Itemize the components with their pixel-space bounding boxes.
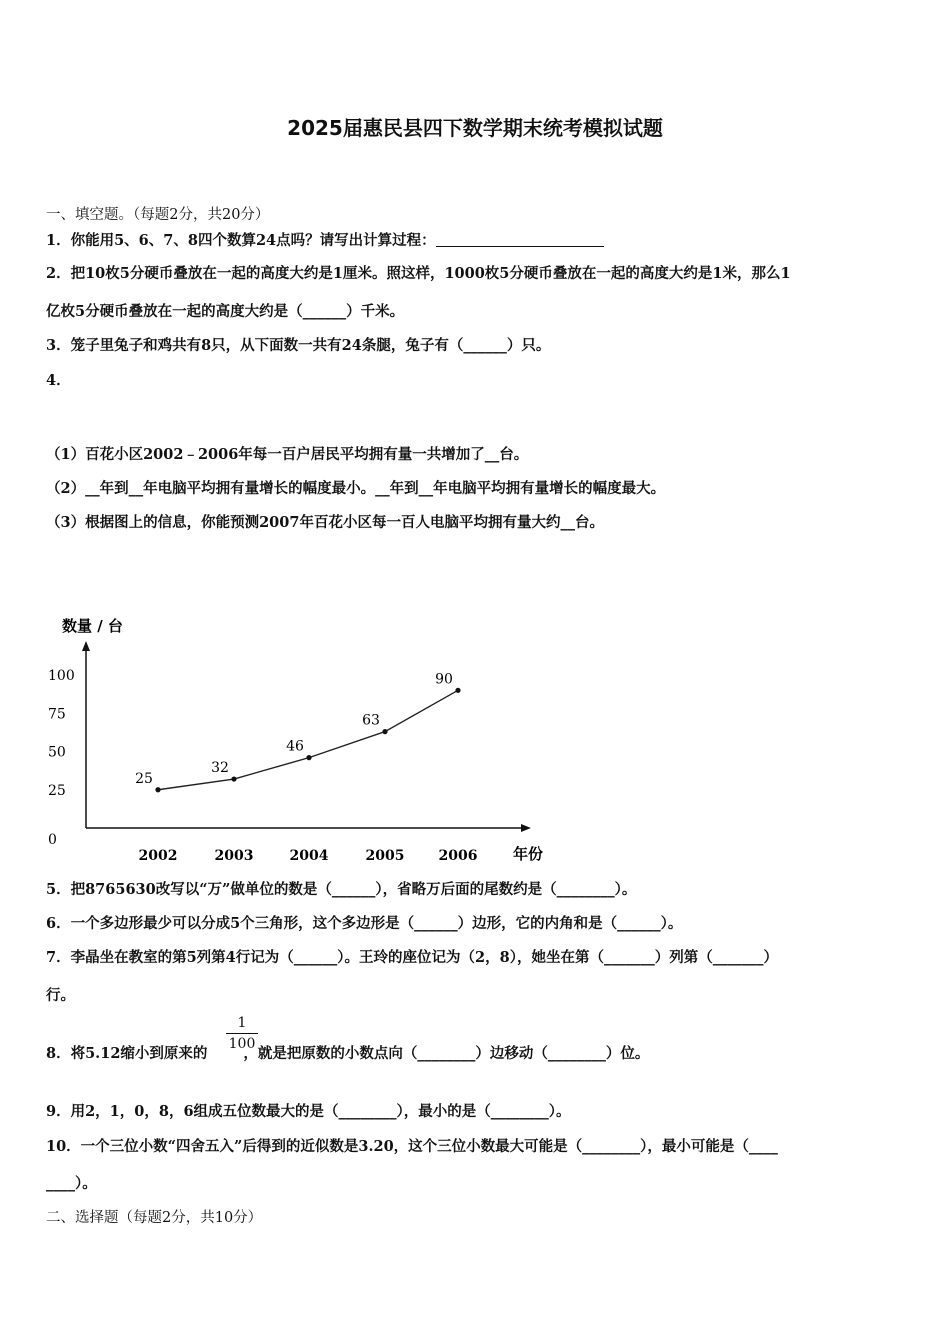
question-7-line-2: 行。 bbox=[46, 987, 75, 1004]
question-4-part-2: （2）__年到__年电脑平均拥有量增长的幅度最小。__年到__年电脑平均拥有量增长的幅度最大。 bbox=[46, 480, 666, 497]
data-label: 46 bbox=[286, 738, 304, 755]
fraction-numerator: 1 bbox=[226, 1015, 258, 1034]
question-5: 5．把8765630改写以“万”做单位的数是（______），省略万后面的尾数约是（________）。 bbox=[46, 881, 637, 898]
y-tick-label: 75 bbox=[48, 706, 66, 723]
y-tick-label: 100 bbox=[48, 668, 75, 684]
x-axis-label: 年份 bbox=[513, 845, 544, 863]
data-label: 32 bbox=[211, 760, 229, 777]
answer-blank[interactable] bbox=[436, 232, 604, 247]
x-axis-arrow bbox=[521, 824, 531, 832]
x-tick-label: 2005 bbox=[365, 848, 405, 864]
y-axis-label: 数量 / 台 bbox=[62, 617, 123, 635]
data-label: 63 bbox=[362, 712, 380, 729]
question-7-line-1: 7．李晶坐在教室的第5列第4行记为（______）。王玲的座位记为（2，8），她坐在第（_______）列第（_______） bbox=[46, 949, 778, 966]
question-4: 4． bbox=[46, 372, 71, 389]
question-10-line-1: 10．一个三位小数“四舍五入”后得到的近似数是3.20，这个三位小数最大可能是（________），最小可能是（____ bbox=[46, 1138, 778, 1155]
fraction-one-hundredth bbox=[226, 1015, 258, 1052]
question-9: 9．用2，1，0，8，6组成五位数最大的是（________），最小的是（________）。 bbox=[46, 1103, 571, 1120]
data-point bbox=[155, 787, 160, 792]
question-1 bbox=[46, 229, 604, 250]
data-label: 25 bbox=[135, 770, 153, 787]
section-heading-multiple-choice: 二、选择题（每题2分，共10分） bbox=[46, 1210, 263, 1226]
question-4-part-3: （3）根据图上的信息，你能预测2007年百花小区每一百人电脑平均拥有量大约__台。 bbox=[46, 514, 604, 531]
question-3: 3．笼子里兔子和鸡共有8只，从下面数一共有24条腿，兔子有（______）只。 bbox=[46, 337, 551, 354]
data-point bbox=[231, 776, 236, 781]
section-heading-fill-blank: 一、填空题。（每题2分，共20分） bbox=[46, 207, 270, 223]
data-point bbox=[455, 688, 460, 693]
x-tick-label: 2002 bbox=[138, 848, 178, 864]
fraction-denominator: 100 bbox=[228, 1036, 256, 1052]
y-tick-label: 25 bbox=[48, 782, 66, 799]
data-point bbox=[306, 755, 311, 760]
question-4-part-1: （1）百花小区2002﹣2006年每一百户居民平均拥有量一共增加了__台。 bbox=[46, 446, 529, 463]
question-8-prefix: 8．将5.12缩小到原来的 bbox=[46, 1045, 208, 1062]
question-10-line-2: ____）。 bbox=[46, 1175, 97, 1192]
x-tick-label: 2006 bbox=[438, 848, 478, 864]
line-chart bbox=[40, 605, 570, 870]
question-6: 6．一个多边形最少可以分成5个三角形，这个多边形是（______）边形，它的内角和是（______）。 bbox=[46, 915, 683, 932]
question-1-text: 1．你能用5、6、7、8四个数算24点吗？请写出计算过程： bbox=[46, 232, 436, 249]
question-2-line-1: 2．把10枚5分硬币叠放在一起的高度大约是1厘米。照这样，1000枚5分硬币叠放在一起的高度大约是1米，那么1 bbox=[46, 265, 791, 282]
question-8 bbox=[46, 1042, 649, 1063]
y-tick-label: 50 bbox=[48, 744, 66, 761]
y-axis-arrow bbox=[82, 641, 90, 651]
data-label: 90 bbox=[435, 671, 453, 688]
y-tick-label: 0 bbox=[48, 832, 57, 848]
x-tick-label: 2003 bbox=[214, 848, 254, 864]
series-line bbox=[158, 690, 458, 789]
page-title: 2025届惠民县四下数学期末统考模拟试题 bbox=[287, 116, 663, 140]
x-tick-label: 2004 bbox=[289, 848, 329, 864]
data-point bbox=[382, 729, 387, 734]
question-2-line-2: 亿枚5分硬币叠放在一起的高度大约是（______）千米。 bbox=[46, 303, 405, 320]
question-8-suffix: ，就是把原数的小数点向（________）边移动（________）位。 bbox=[243, 1045, 650, 1062]
